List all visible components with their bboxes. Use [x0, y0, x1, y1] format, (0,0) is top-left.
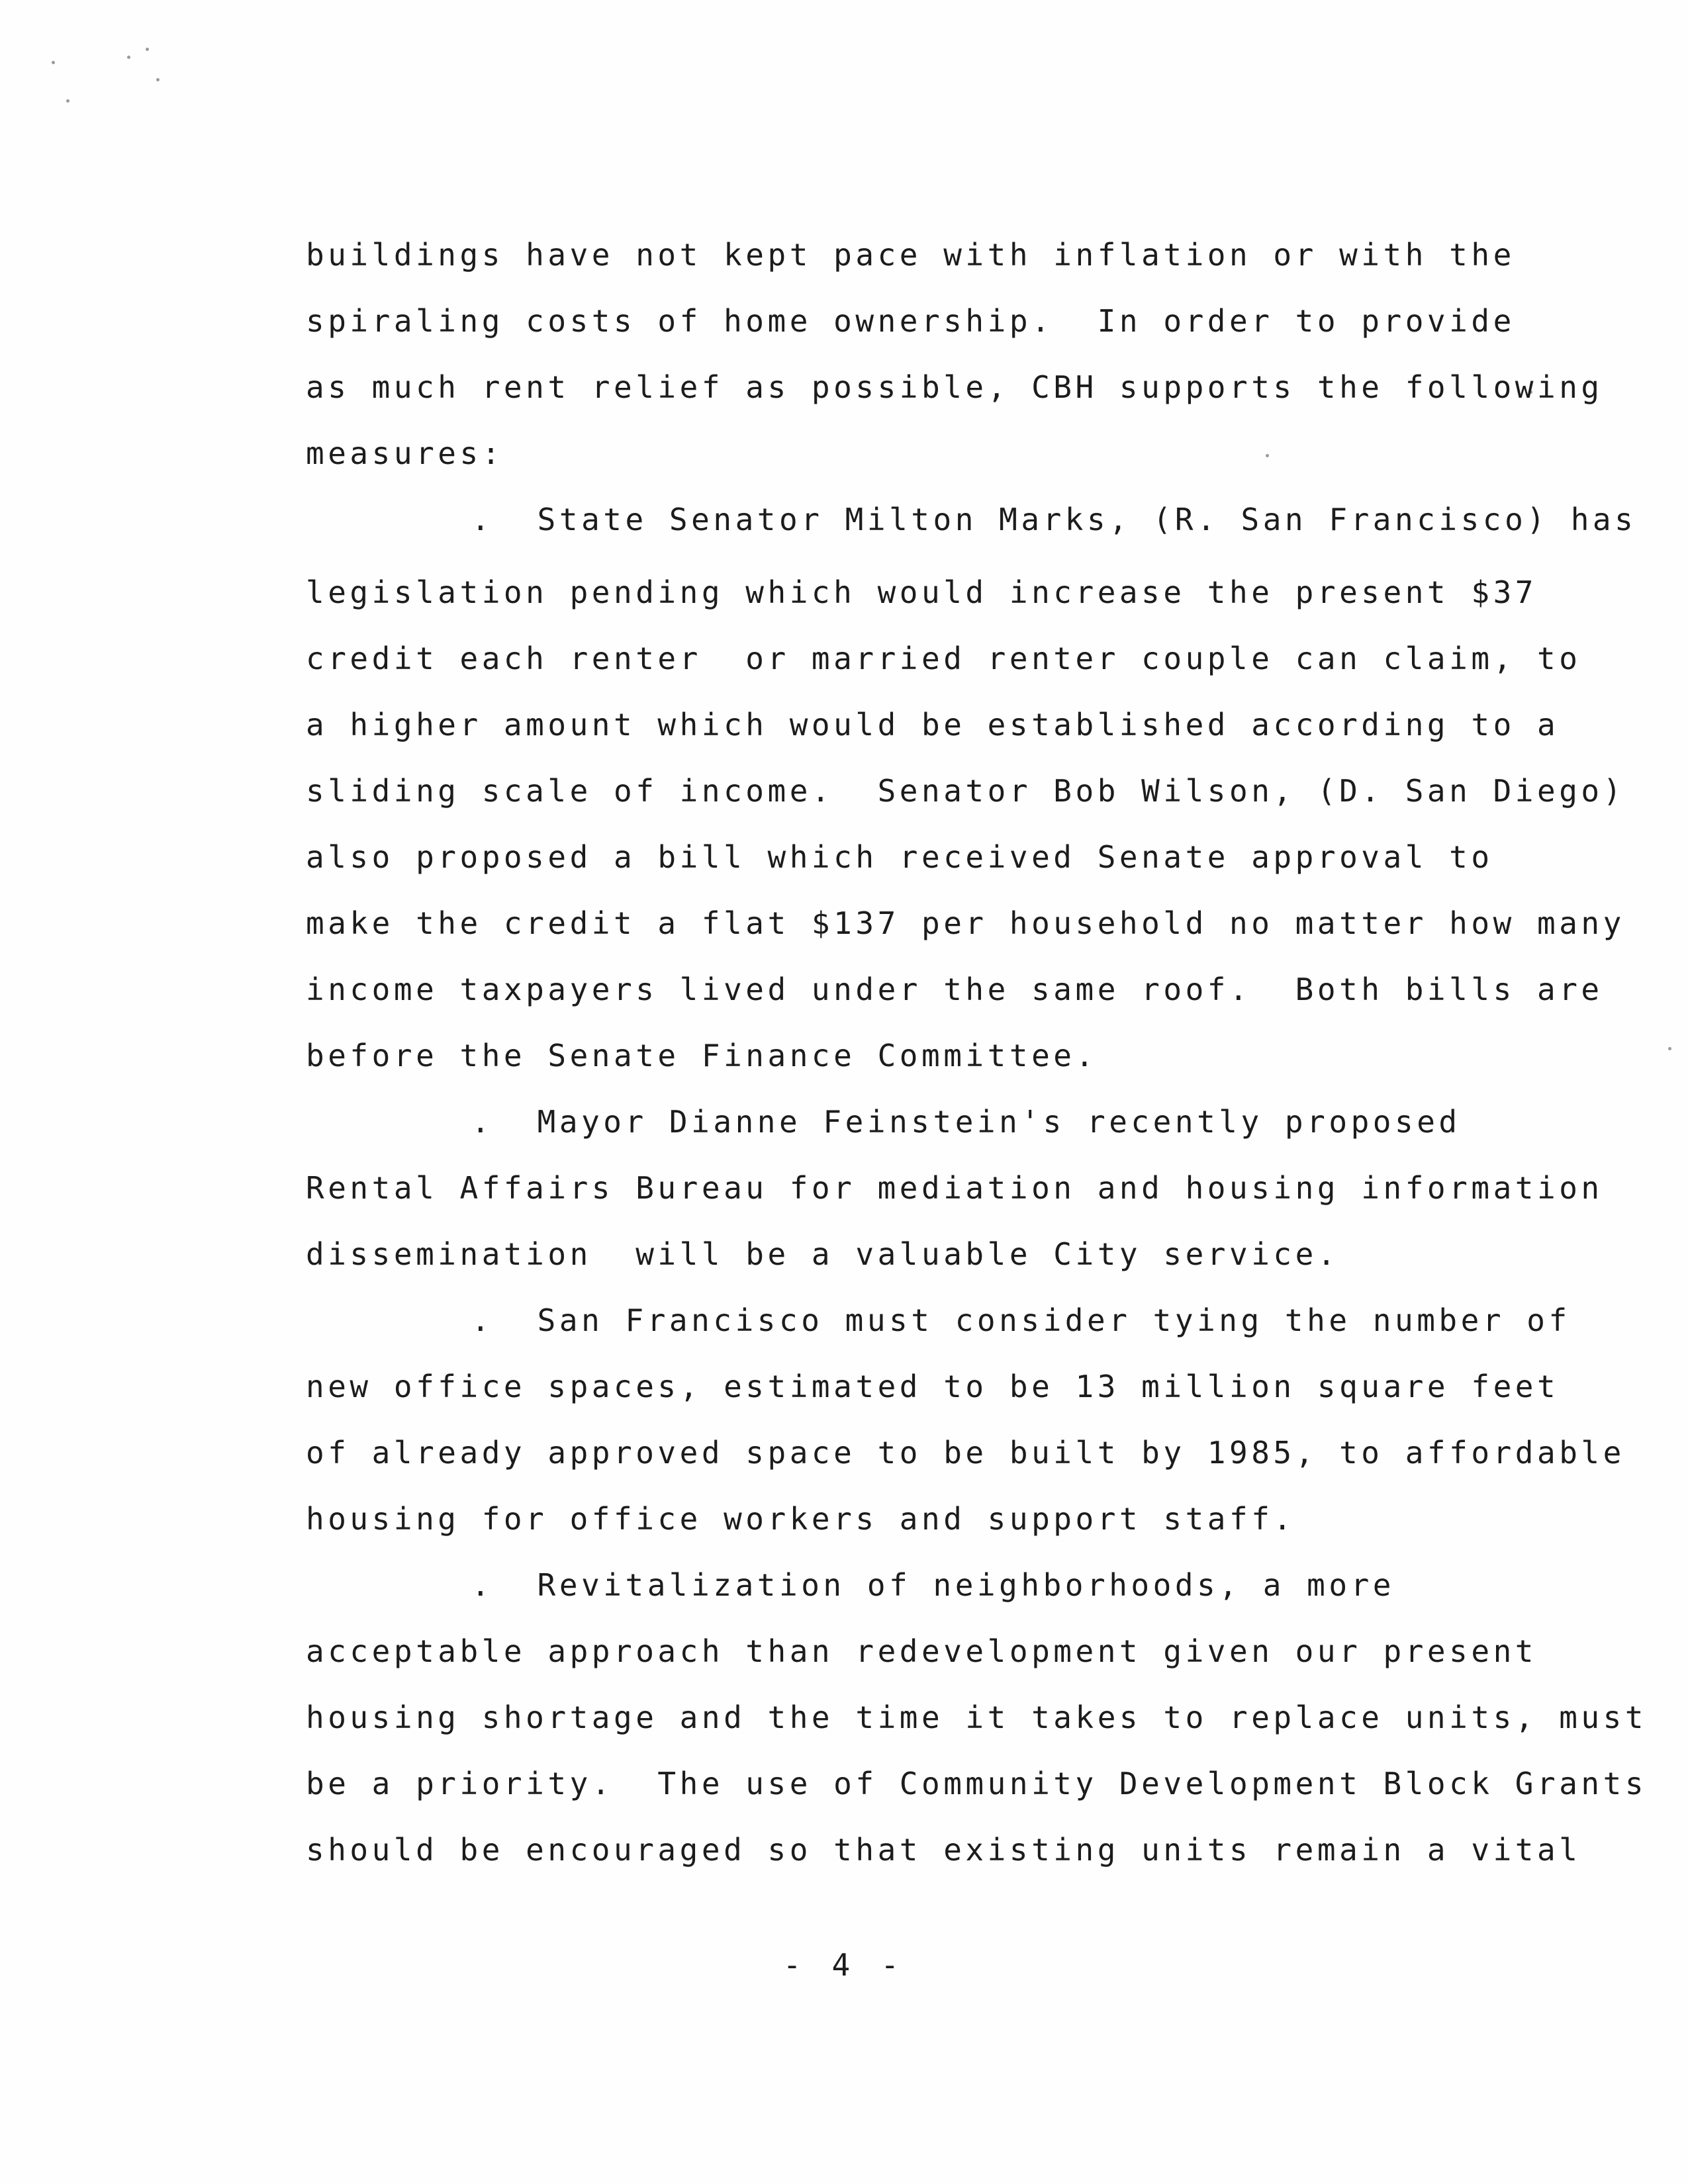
- scan-speck: [1266, 454, 1269, 457]
- text-line: buildings have not kept pace with inflation or with the: [306, 237, 1515, 273]
- bullet-item: . Mayor Dianne Feinstein's recently proposed: [471, 1104, 1461, 1140]
- text-line: income taxpayers lived under the same roof. Both bills are: [306, 972, 1603, 1007]
- text-line: dissemination will be a valuable City service.: [306, 1236, 1340, 1272]
- scan-speck: [52, 61, 55, 64]
- text-line: housing shortage and the time it takes to replace units, must: [306, 1700, 1648, 1735]
- scan-speck: [66, 99, 70, 103]
- text-line: measures:: [306, 435, 504, 471]
- scan-speck: [146, 48, 149, 51]
- scan-speck: [127, 56, 130, 59]
- text-line: sliding scale of income. Senator Bob Wilson, (D. San Diego): [306, 773, 1625, 809]
- bullet-item: . Revitalization of neighborhoods, a more: [471, 1567, 1395, 1603]
- text-line: housing for office workers and support staff.: [306, 1501, 1295, 1537]
- text-line: a higher amount which would be established according to a: [306, 707, 1560, 743]
- text-line: should be encouraged so that existing units remain a vital: [306, 1832, 1581, 1868]
- text-line: new office spaces, estimated to be 13 million square feet: [306, 1369, 1560, 1404]
- text-line: before the Senate Finance Committee.: [306, 1038, 1098, 1073]
- page-number: - 4 -: [782, 1947, 906, 1983]
- scan-speck: [1668, 1047, 1671, 1050]
- text-line: legislation pending which would increase the present $37: [306, 574, 1538, 610]
- text-line: of already approved space to be built by 1985, to affordable: [306, 1435, 1625, 1471]
- bullet-item: . San Francisco must consider tying the number of: [471, 1302, 1571, 1338]
- text-line: be a priority. The use of Community Development Block Grants: [306, 1766, 1648, 1801]
- text-line: spiraling costs of home ownership. In order to provide: [306, 303, 1515, 339]
- scan-speck: [156, 78, 160, 81]
- text-line: make the credit a flat $137 per household no matter how many: [306, 905, 1625, 941]
- bullet-item: . State Senator Milton Marks, (R. San Francisco) has: [471, 502, 1637, 537]
- text-line: credit each renter or married renter couple can claim, to: [306, 641, 1581, 676]
- text-line: also proposed a bill which received Senate approval to: [306, 839, 1493, 875]
- text-line: as much rent relief as possible, CBH supports the following: [306, 369, 1603, 405]
- text-line: acceptable approach than redevelopment given our present: [306, 1633, 1538, 1669]
- text-line: Rental Affairs Bureau for mediation and housing information: [306, 1170, 1603, 1206]
